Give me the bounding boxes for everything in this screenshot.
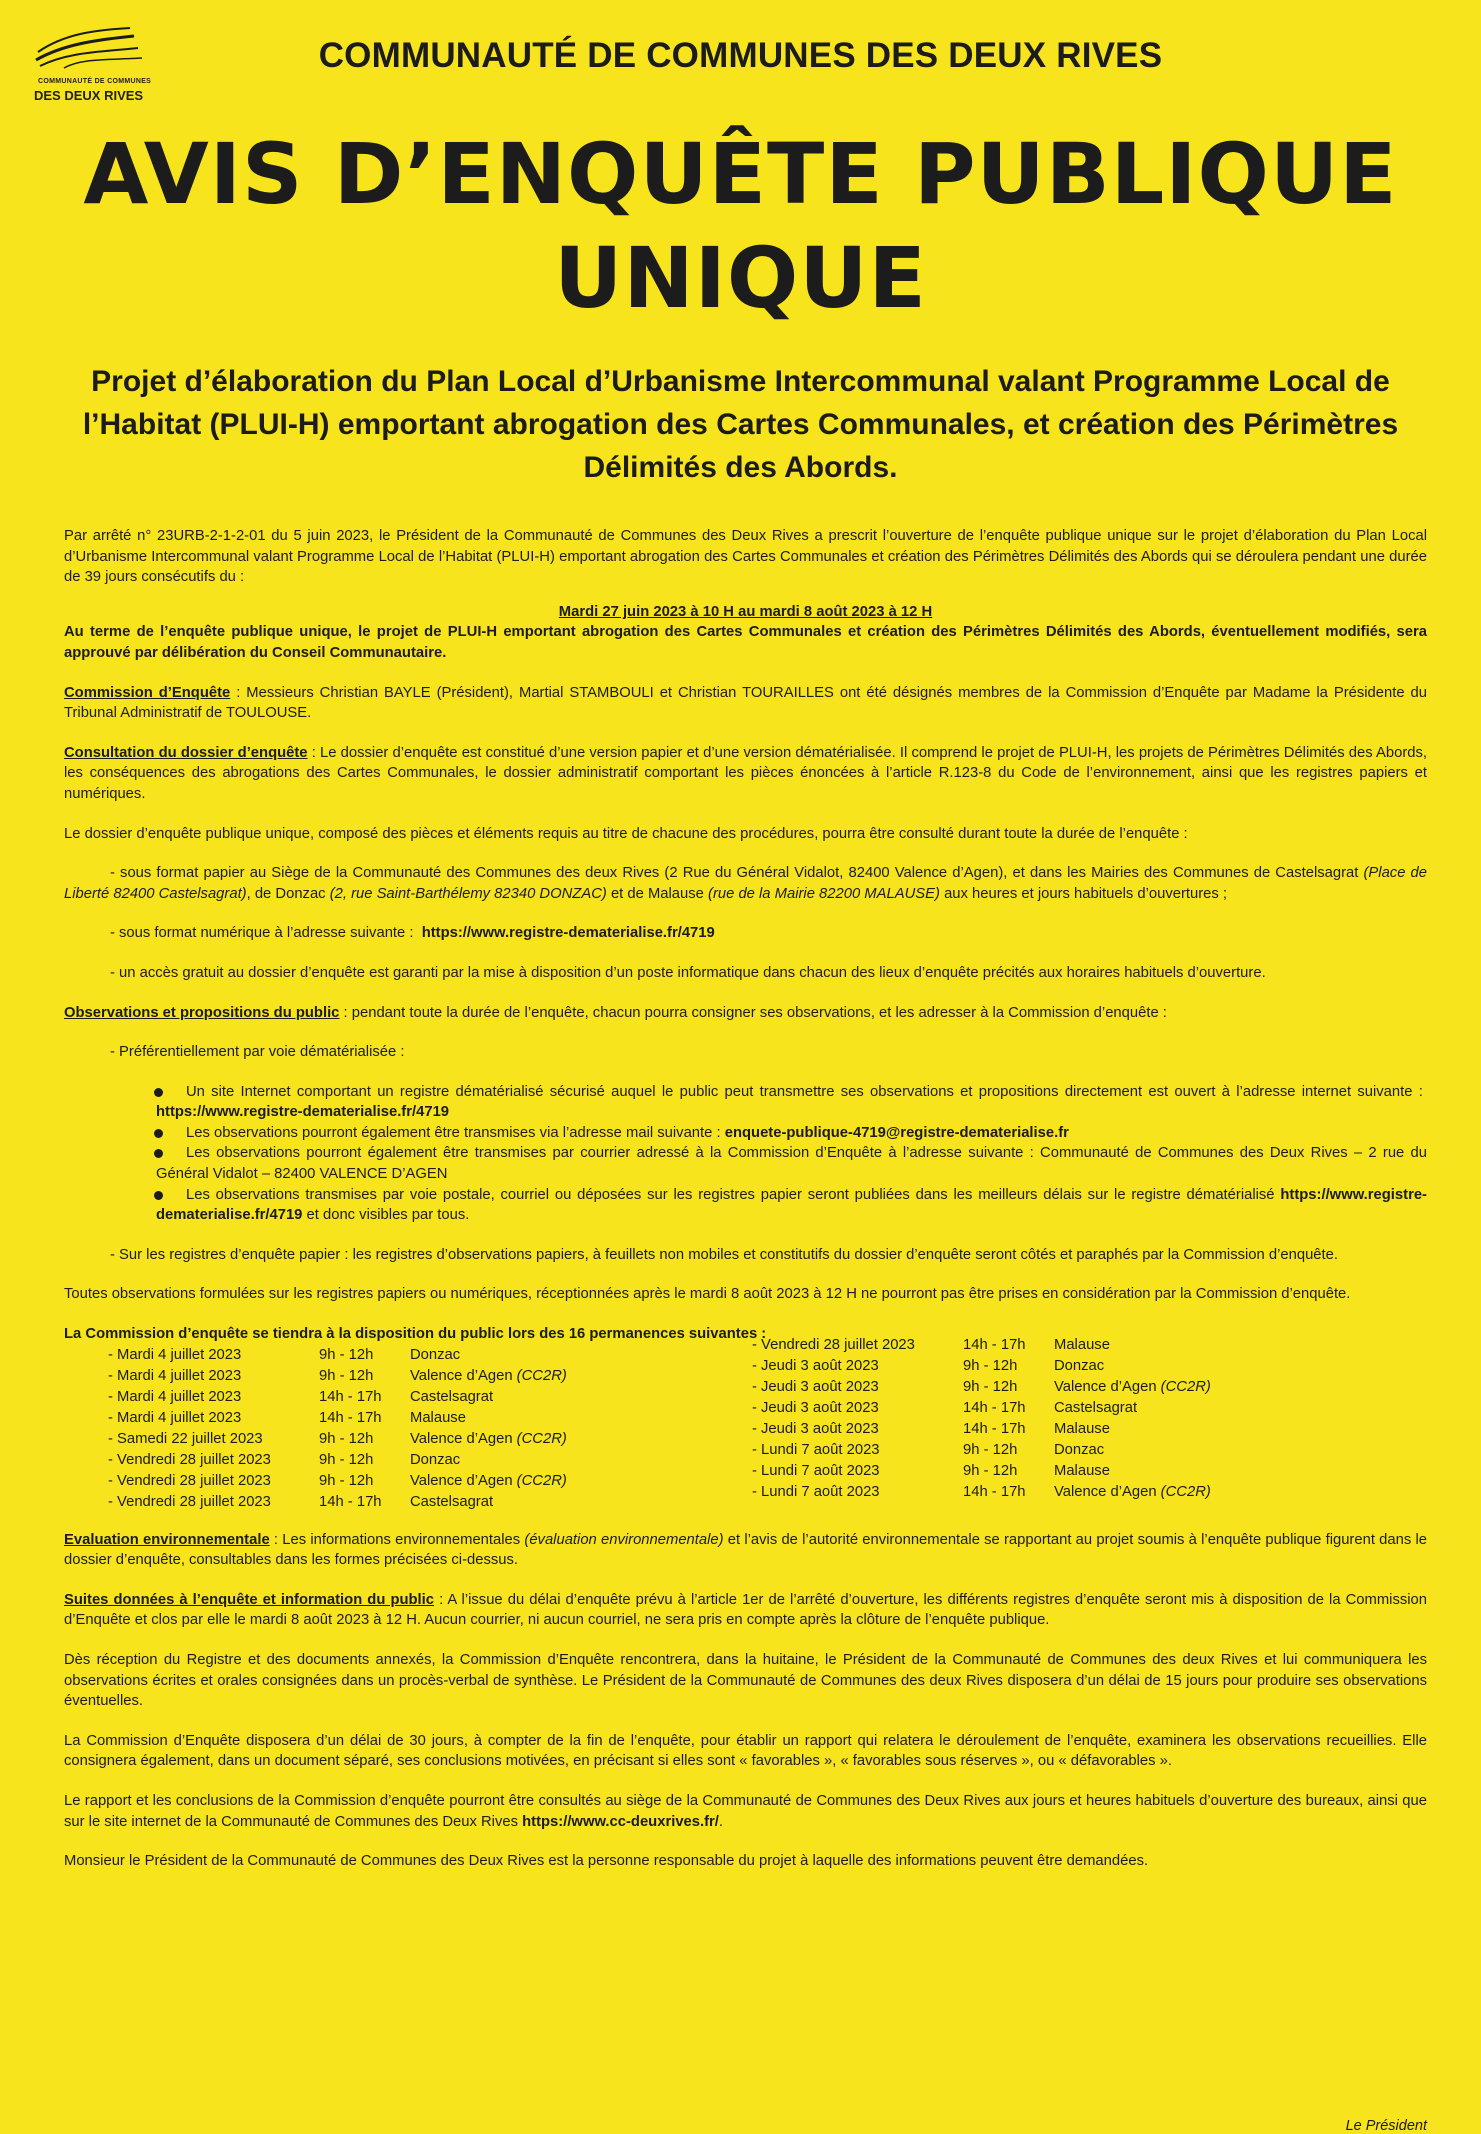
permanence-place-name: Donzac <box>410 1346 461 1363</box>
permanence-place-name: Malause <box>1054 1462 1110 1479</box>
evaluation-text-c: et l’avis de l’autorité environnementale se rapportant au projet soumis à l’enquête publique figurent dans le dossier d’enquête, consultables dans les formes précisées ci-dessus. <box>64 1531 1427 1569</box>
permanence-time: 14h - 17h <box>963 1483 1026 1500</box>
permanence-time: 14h - 17h <box>963 1420 1026 1437</box>
permanence-place-tag: (CC2R) <box>516 1430 567 1447</box>
permanences-left <box>108 1345 567 1513</box>
observations-paragraph <box>64 1003 1427 1024</box>
permanence-date: - Jeudi 3 août 2023 <box>752 1378 879 1395</box>
permanence-row <box>108 1450 567 1471</box>
permanence-place <box>1054 1461 1110 1482</box>
permanence-place-tag: (CC2R) <box>516 1367 567 1384</box>
approval-paragraph: Au terme de l’enquête publique unique, le projet de PLUI-H emportant abrogation des Cartes Communales et création des Périmètres Délimités des Abords, éventuellement modifiés, sera approuvé par délibération du Conseil Communautaire. <box>64 624 1427 661</box>
permanence-place-name: Valence d’Agen <box>1054 1483 1161 1500</box>
permanence-row <box>752 1440 1211 1461</box>
permanence-row <box>752 1461 1211 1482</box>
permanence-time: 14h - 17h <box>319 1409 382 1426</box>
permanence-place <box>1054 1482 1211 1503</box>
permanence-place <box>410 1366 567 1387</box>
permanence-date: - Lundi 7 août 2023 <box>752 1483 880 1500</box>
permanence-row <box>752 1419 1211 1440</box>
free-access-paragraph: - un accès gratuit au dossier d’enquête est garanti par la mise à disposition d’un poste informatique dans chacun des lieux d’enquête précités aux horaires habituels d’ouverture. <box>110 964 1266 981</box>
permanence-time: 9h - 12h <box>963 1441 1018 1458</box>
permanence-date: - Mardi 4 juillet 2023 <box>108 1388 242 1405</box>
bullet-icon <box>154 1088 163 1097</box>
enquiry-dates: Mardi 27 juin 2023 à 10 H au mardi 8 août 2023 à 12 H <box>558 603 933 620</box>
logo-name: DES DEUX RIVES <box>34 88 144 103</box>
email-link[interactable]: enquete-publique-4719@registre-dematerialise.fr <box>724 1124 1069 1141</box>
permanence-place-tag: (CC2R) <box>1160 1483 1211 1500</box>
website-link[interactable]: https://www.cc-deuxrives.fr/ <box>522 1813 719 1830</box>
permanence-date: - Lundi 7 août 2023 <box>752 1462 880 1479</box>
permanence-place-name: Valence d’Agen <box>1054 1378 1161 1395</box>
signature: Le Président <box>1345 2118 1427 2134</box>
paper-text-g: aux heures et jours habituels d’ouvertures ; <box>939 885 1228 902</box>
permanence-place <box>410 1471 567 1492</box>
consultation-paragraph <box>64 743 1427 805</box>
suites-p4-text: Le rapport et les conclusions de la Commission d’enquête pourront être consultés au siège de la Communauté de Communes des Deux Rives aux jours et heures habituels d’ouverture des bureaux, ainsi que sur le site internet de la Communauté de Communes des Deux Rives <box>64 1792 1427 1830</box>
permanence-place-tag: (CC2R) <box>516 1472 567 1489</box>
permanence-row <box>108 1387 567 1408</box>
permanence-date: - Samedi 22 juillet 2023 <box>108 1430 263 1447</box>
online-options-list <box>64 1082 1427 1226</box>
permanence-time: 9h - 12h <box>963 1462 1018 1479</box>
permanence-place-name: Valence d’Agen <box>410 1472 517 1489</box>
main-title-line1: AVIS D’ENQUÊTE PUBLIQUE <box>83 125 1398 223</box>
registry-link-3[interactable]: https://www.registre-dematerialise.fr/4719 <box>156 1186 1427 1224</box>
commission-text: : Messieurs Christian BAYLE (Président), Martial STAMBOULI et Christian TOURAILLES ont été désignés membres de la Commission d’Enquête par Madame la Présidente du Tribunal Administratif de TOULOUSE. <box>64 684 1427 722</box>
permanence-date: - Jeudi 3 août 2023 <box>752 1357 879 1374</box>
permanences-schedule <box>64 1336 1427 1511</box>
malause-address: (rue de la Mairie 82200 MALAUSE) <box>708 885 940 902</box>
observations-label: Observations et propositions du public <box>64 1004 340 1021</box>
permanence-time: 14h - 17h <box>319 1388 382 1405</box>
suites-p4-end: . <box>718 1813 724 1830</box>
bullet-3-text: Les observations pourront également être transmises par courrier adressé à la Commission d’Enquête à l’adresse suivante : Communauté de Communes des Deux Rives – 2 rue du Général Vidalot – 82400 VALENCE D’AGEN <box>156 1145 1427 1183</box>
permanence-place-name: Malause <box>1054 1336 1110 1353</box>
permanence-date: - Vendredi 28 juillet 2023 <box>108 1493 271 1510</box>
permanence-place <box>1054 1398 1137 1419</box>
paper-text-e: et de Malause <box>606 885 709 902</box>
org-title: COMMUNAUTÉ DE COMMUNES DES DEUX RIVES <box>318 36 1163 75</box>
consultation-text: : Le dossier d’enquête est constitué d’une version papier et d’une version dématérialisée. Il comprend le projet de PLUI-H, les projets de Périmètres Délimités des Abords, les conséquences des abrogations des Cartes Communales, le dossier administratif comportant les pièces énoncées à l’article R.123-8 du Code de l’environnement, ainsi que les registres papiers et numériques. <box>64 744 1427 802</box>
permanence-time: 14h - 17h <box>963 1336 1026 1353</box>
suites-paragraph-2: Dès réception du Registre et des documents annexés, la Commission d’Enquête rencontrera, dans la huitaine, le Président de la Communauté de Communes des deux Rives et lui communiquera les observations écrites et orales consignées dans un procès-verbal de synthèse. Le Président de la Communauté de Communes des deux Rives disposera d’un délai de 15 jours pour produire ses observations éventuelles. <box>64 1652 1427 1710</box>
permanence-place <box>1054 1356 1104 1377</box>
suites-paragraph-3: La Commission d’Enquête disposera d’un délai de 30 jours, à compter de la fin de l’enquête, pour établir un rapport qui relatera le déroulement de l’enquête, examinera les observations recueillies. Elle consignera également, dans un document séparé, ses conclusions motivées, en précisant si elles sont « favorables », « favorables sous réserves », ou « défavorables ». <box>64 1732 1427 1770</box>
suites-paragraph <box>64 1590 1427 1631</box>
bullet-icon <box>154 1191 163 1200</box>
permanence-row <box>752 1398 1211 1419</box>
permanence-row <box>108 1471 567 1492</box>
donzac-address: (2, rue Saint-Barthélemy 82340 DONZAC) <box>329 885 607 902</box>
castelsagrat-address: (Place de Liberté 82400 Castelsagrat) <box>64 865 1428 902</box>
evaluation-text-a: : Les informations environnementales <box>269 1531 525 1548</box>
permanence-place-name: Castelsagrat <box>1054 1399 1138 1416</box>
permanence-place <box>410 1408 466 1429</box>
permanence-date: - Jeudi 3 août 2023 <box>752 1399 879 1416</box>
permanence-place <box>1054 1377 1211 1398</box>
permanence-place <box>1054 1440 1104 1461</box>
main-title-line2: UNIQUE <box>554 229 927 327</box>
permanence-date: - Vendredi 28 juillet 2023 <box>752 1336 915 1353</box>
consultation-paragraph-2: Le dossier d’enquête publique unique, composé des pièces et éléments requis au titre de chacune des procédures, pourra être consulté durant toute la durée de l’enquête : <box>64 825 1188 842</box>
permanence-place-name: Valence d’Agen <box>410 1367 517 1384</box>
permanence-row <box>752 1335 1211 1356</box>
permanence-time: 9h - 12h <box>963 1378 1018 1395</box>
list-item <box>156 1123 1427 1144</box>
bullet-icon <box>154 1129 163 1138</box>
permanence-row <box>108 1492 567 1513</box>
permanence-row <box>108 1408 567 1429</box>
permanence-place-name: Donzac <box>410 1451 461 1468</box>
paper-text-a: - sous format papier au Siège de la Communauté des Communes des deux Rives (2 Rue du Général Vidalot, 82400 Valence d’Agen), et dans les Mairies des Communes de Castelsagrat <box>110 865 1364 882</box>
permanence-row <box>108 1366 567 1387</box>
subtitle: Projet d’élaboration du Plan Local d’Urbanisme Intercommunal valant Programme Local de l’Habitat (PLUI-H) emportant abrogation des Cartes Communales, et création des Périmètres Délimités des Abords. <box>82 365 1399 484</box>
permanence-time: 9h - 12h <box>319 1430 374 1447</box>
permanence-time: 9h - 12h <box>319 1472 374 1489</box>
digital-prefix: - sous format numérique à l’adresse suivante : <box>110 925 414 942</box>
permanence-place-name: Malause <box>1054 1420 1110 1437</box>
permanence-time: 14h - 17h <box>319 1493 382 1510</box>
permanence-place-name: Donzac <box>1054 1357 1105 1374</box>
permanence-time: 9h - 12h <box>319 1451 374 1468</box>
permanence-time: 14h - 17h <box>963 1399 1026 1416</box>
permanence-date: - Vendredi 28 juillet 2023 <box>108 1451 271 1468</box>
permanences-right <box>752 1335 1211 1503</box>
list-item <box>156 1082 1427 1123</box>
paper-format-paragraph <box>64 863 1427 904</box>
permanence-place <box>410 1450 460 1471</box>
deadline-paragraph: Toutes observations formulées sur les registres papiers ou numériques, réceptionnées après le mardi 8 août 2023 à 12 H ne pourront pas être prises en considération par la Commission d’enquête. <box>64 1286 1351 1303</box>
intro-paragraph: Par arrêté n° 23URB-2-1-2-01 du 5 juin 2023, le Président de la Communauté de Communes des Deux Rives a prescrit l’ouverture de l’enquête publique unique sur le projet d’élaboration du Plan Local d’Urbanisme Intercommunal valant Programme Local de l’Habitat (PLUI-H) emportant abrogation des Cartes Communales et création des Périmètres Délimités des Abords qui se déroulera pendant une durée de 39 jours consécutifs du : <box>64 528 1427 586</box>
logo-small-text: COMMUNAUTÉ DE COMMUNES <box>38 78 152 85</box>
permanence-date: - Jeudi 3 août 2023 <box>752 1420 879 1437</box>
permanences-title: La Commission d’enquête se tiendra à la disposition du public lors des 16 permanences suivantes : <box>64 1326 767 1343</box>
main-title <box>40 122 1441 330</box>
responsible-paragraph: Monsieur le Président de la Communauté de Communes des Deux Rives est la personne responsable du projet à laquelle des informations peuvent être demandées. <box>64 1853 1149 1870</box>
permanence-place <box>410 1429 567 1450</box>
bullet-1-text: Un site Internet comportant un registre dématérialisé sécurisé auquel le public peut transmettre ses observations et propositions directement est ouvert à l’adresse internet suivante : <box>186 1083 1423 1100</box>
notice-body <box>64 526 1427 1891</box>
permanence-time: 9h - 12h <box>319 1346 374 1363</box>
permanence-row <box>752 1356 1211 1377</box>
permanence-place-name: Castelsagrat <box>410 1388 494 1405</box>
registry-link-2[interactable]: https://www.registre-dematerialise.fr/4719 <box>156 1104 450 1121</box>
permanence-place <box>410 1345 460 1366</box>
bullet-4-suffix: et donc visibles par tous. <box>302 1207 470 1224</box>
permanence-place-name: Valence d’Agen <box>410 1430 517 1447</box>
list-item <box>156 1143 1427 1184</box>
permanence-time: 9h - 12h <box>963 1357 1018 1374</box>
suites-paragraph-4 <box>64 1791 1427 1832</box>
registry-link[interactable]: https://www.registre-dematerialise.fr/4719 <box>421 925 715 942</box>
permanence-place <box>1054 1335 1110 1356</box>
suites-text: : A l’issue du délai d’enquête prévu à l’article 1er de l’arrêté d’ouverture, les différents registres d’enquête seront mis à disposition de la Commission d’Enquête et clos par elle le mardi 8 août 2023 à 12 H. Aucun courrier, ni aucun courriel, ne sera pris en compte après la clôture de l’enquête publique. <box>64 1591 1427 1629</box>
paper-text-c: , de Donzac <box>246 885 330 902</box>
permanence-date: - Mardi 4 juillet 2023 <box>108 1409 242 1426</box>
permanence-place-name: Castelsagrat <box>410 1493 494 1510</box>
permanence-place <box>410 1387 493 1408</box>
list-item <box>156 1185 1427 1226</box>
permanence-date: - Lundi 7 août 2023 <box>752 1441 880 1458</box>
evaluation-text-b: (évaluation environnementale) <box>524 1531 724 1548</box>
permanence-row <box>108 1345 567 1366</box>
evaluation-label: Evaluation environnementale <box>64 1531 270 1548</box>
permanence-row <box>752 1377 1211 1398</box>
permanence-row <box>108 1429 567 1450</box>
digital-format-paragraph <box>64 923 1427 944</box>
permanence-place-name: Malause <box>410 1409 466 1426</box>
bullet-4-text: Les observations transmises par voie postale, courriel ou déposées sur les registres papier seront publiées dans les meilleurs délais sur le registre dématérialisé <box>186 1186 1275 1203</box>
commission-label: Commission d’Enquête <box>64 684 231 701</box>
permanence-row <box>752 1482 1211 1503</box>
permanence-date: - Mardi 4 juillet 2023 <box>108 1346 242 1363</box>
suites-label: Suites données à l’enquête et information du public <box>64 1591 435 1608</box>
bullet-2-text: Les observations pourront également être transmises via l’adresse mail suivante : <box>186 1124 721 1141</box>
permanence-date: - Vendredi 28 juillet 2023 <box>108 1472 271 1489</box>
permanence-date: - Mardi 4 juillet 2023 <box>108 1367 242 1384</box>
paper-registers-paragraph: - Sur les registres d’enquête papier : les registres d’observations papiers, à feuillets non mobiles et constitutifs du dossier d’enquête seront côtés et paraphés par la Commission d’enquête. <box>110 1246 1338 1263</box>
permanence-place <box>410 1492 493 1513</box>
permanence-place <box>1054 1419 1110 1440</box>
permanence-place-tag: (CC2R) <box>1160 1378 1211 1395</box>
permanence-place-name: Donzac <box>1054 1441 1105 1458</box>
permanence-time: 9h - 12h <box>319 1367 374 1384</box>
commission-paragraph <box>64 683 1427 724</box>
preferential-paragraph: - Préférentiellement par voie dématérialisée : <box>110 1044 405 1061</box>
evaluation-paragraph <box>64 1530 1427 1571</box>
consultation-label: Consultation du dossier d’enquête <box>64 744 308 761</box>
observations-text: : pendant toute la durée de l’enquête, chacun pourra consigner ses observations, et les adresser à la Commission d’enquête : <box>339 1004 1167 1021</box>
